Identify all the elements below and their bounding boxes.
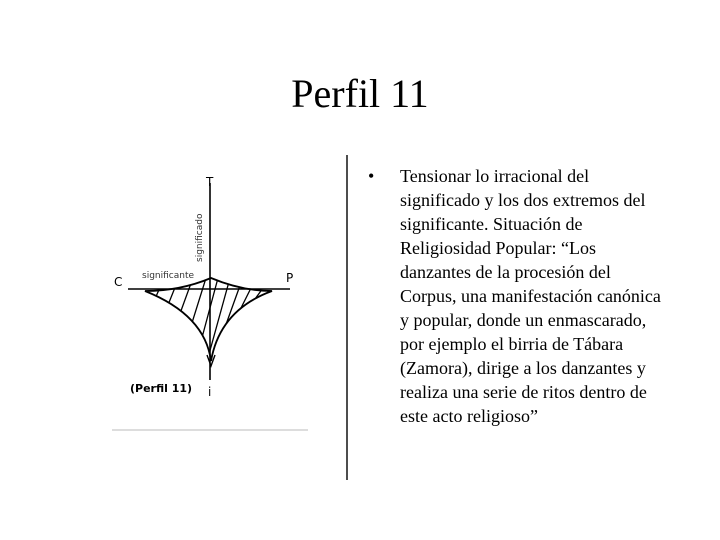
slide-title: Perfil 11 <box>291 71 429 116</box>
label-right: P <box>286 271 294 285</box>
label-left: C <box>114 275 123 289</box>
bullet-text: Tensionar lo irracional del significado y los dos extremos del significante. Situación de Religiosidad Popular: “Los danzantes de la procesión del Corpus, una manifestación canónica y popular, donde un enmascarado, por ejemplo el birria de Tábara (Zamora), dirige a los danzantes y realiza una serie de ritos dentro de este acto religioso” <box>400 166 661 426</box>
label-horizontal-axis: significante <box>142 271 195 281</box>
profile-outline <box>145 278 272 361</box>
bullet-marker: • <box>368 166 375 186</box>
label-top: T <box>206 175 214 189</box>
label-bottom: i <box>208 385 212 399</box>
label-vertical-axis: significado <box>195 213 205 262</box>
profile-diagram-svg <box>110 150 355 485</box>
profile-diagram <box>110 150 355 485</box>
figure-caption: (Perfil 11) <box>130 382 193 395</box>
